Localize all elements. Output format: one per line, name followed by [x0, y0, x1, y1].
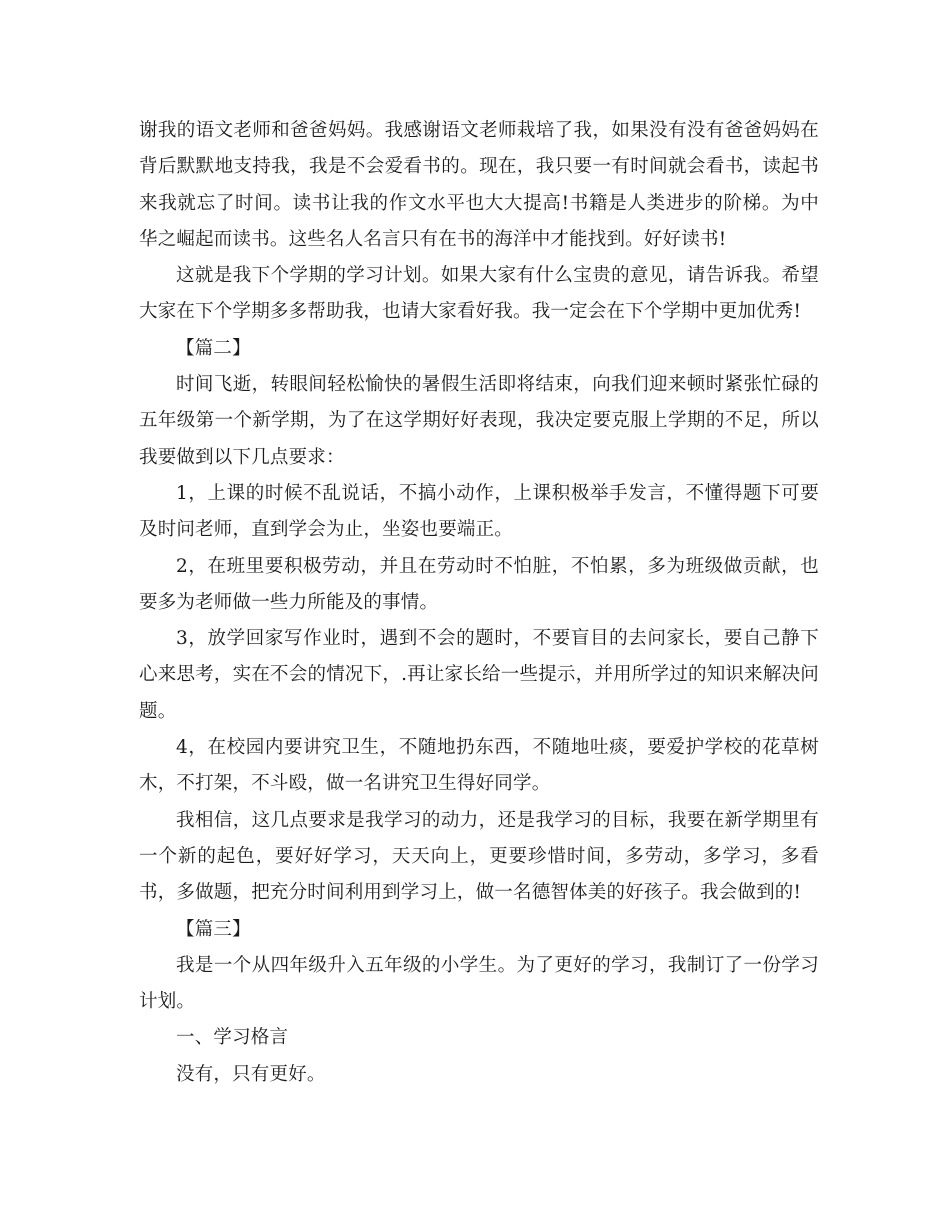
paragraph-requirement-3: 3，放学回家写作业时，遇到不会的题时，不要盲目的去问家长，要自己静下心来思考，实在不会的情况下，.再让家长给一些提示，并用所学过的知识来解决问题。 [139, 628, 819, 722]
paragraph-study-plan-summary: 这就是我下个学期的学习计划。如果大家有什么宝贵的意见，请告诉我。希望大家在下个学期多多帮助我，也请大家看好我。我一定会在下个学期中更加优秀! [139, 265, 819, 323]
section-heading-part-two: 【篇二】 [176, 337, 251, 359]
paragraph-continuation: 谢我的语文老师和爸爸妈妈。我感谢语文老师栽培了我，如果没有没有爸爸妈妈在背后默默地支持我，我是不会爱看书的。现在，我只要一有时间就会看书，读起书来我就忘了时间。读书让我的作文水平也大大提高!书籍是人类进步的阶梯。为中华之崛起而读书。这些名人名言只有在书的海洋中才能找到。好好读书! [139, 120, 819, 250]
paragraph-requirement-2: 2，在班里要积极劳动，并且在劳动时不怕脏，不怕累，多为班级做贡献，也要多为老师做一些力所能及的事情。 [139, 555, 819, 613]
paragraph-conclusion-part-two: 我相信，这几点要求是我学习的动力，还是我学习的目标，我要在新学期里有一个新的起色，要好好学习，天天向上，更要珍惜时间，多劳动，多学习，多看书，多做题，把充分时间利用到学习上，做一名德智体美的好孩子。我会做到的! [139, 809, 819, 904]
paragraph-intro-part-two: 时间飞逝，转眼间轻松愉快的暑假生活即将结束，向我们迎来顿时紧张忙碌的五年级第一个新学期，为了在这学期好好表现，我决定要克服上学期的不足，所以我要做到以下几点要求： [139, 374, 819, 468]
paragraph-requirement-4: 4，在校园内要讲究卫生，不随地扔东西，不随地吐痰，要爱护学校的花草树木，不打架，不斗殴，做一名讲究卫生得好同学。 [139, 737, 819, 795]
section-heading-part-three: 【篇三】 [176, 918, 251, 940]
paragraph-intro-part-three: 我是一个从四年级升入五年级的小学生。为了更好的学习，我制订了一份学习计划。 [139, 954, 819, 1013]
paragraph-requirement-1: 1，上课的时候不乱说话，不搞小动作，上课积极举手发言，不懂得题下可要及时问老师，直到学会为止，坐姿也要端正。 [139, 482, 819, 541]
subheading-study-motto: 一、学习格言 [176, 1027, 289, 1049]
document-body [139, 113, 819, 1093]
paragraph-motto-text: 没有，只有更好。 [176, 1063, 326, 1085]
